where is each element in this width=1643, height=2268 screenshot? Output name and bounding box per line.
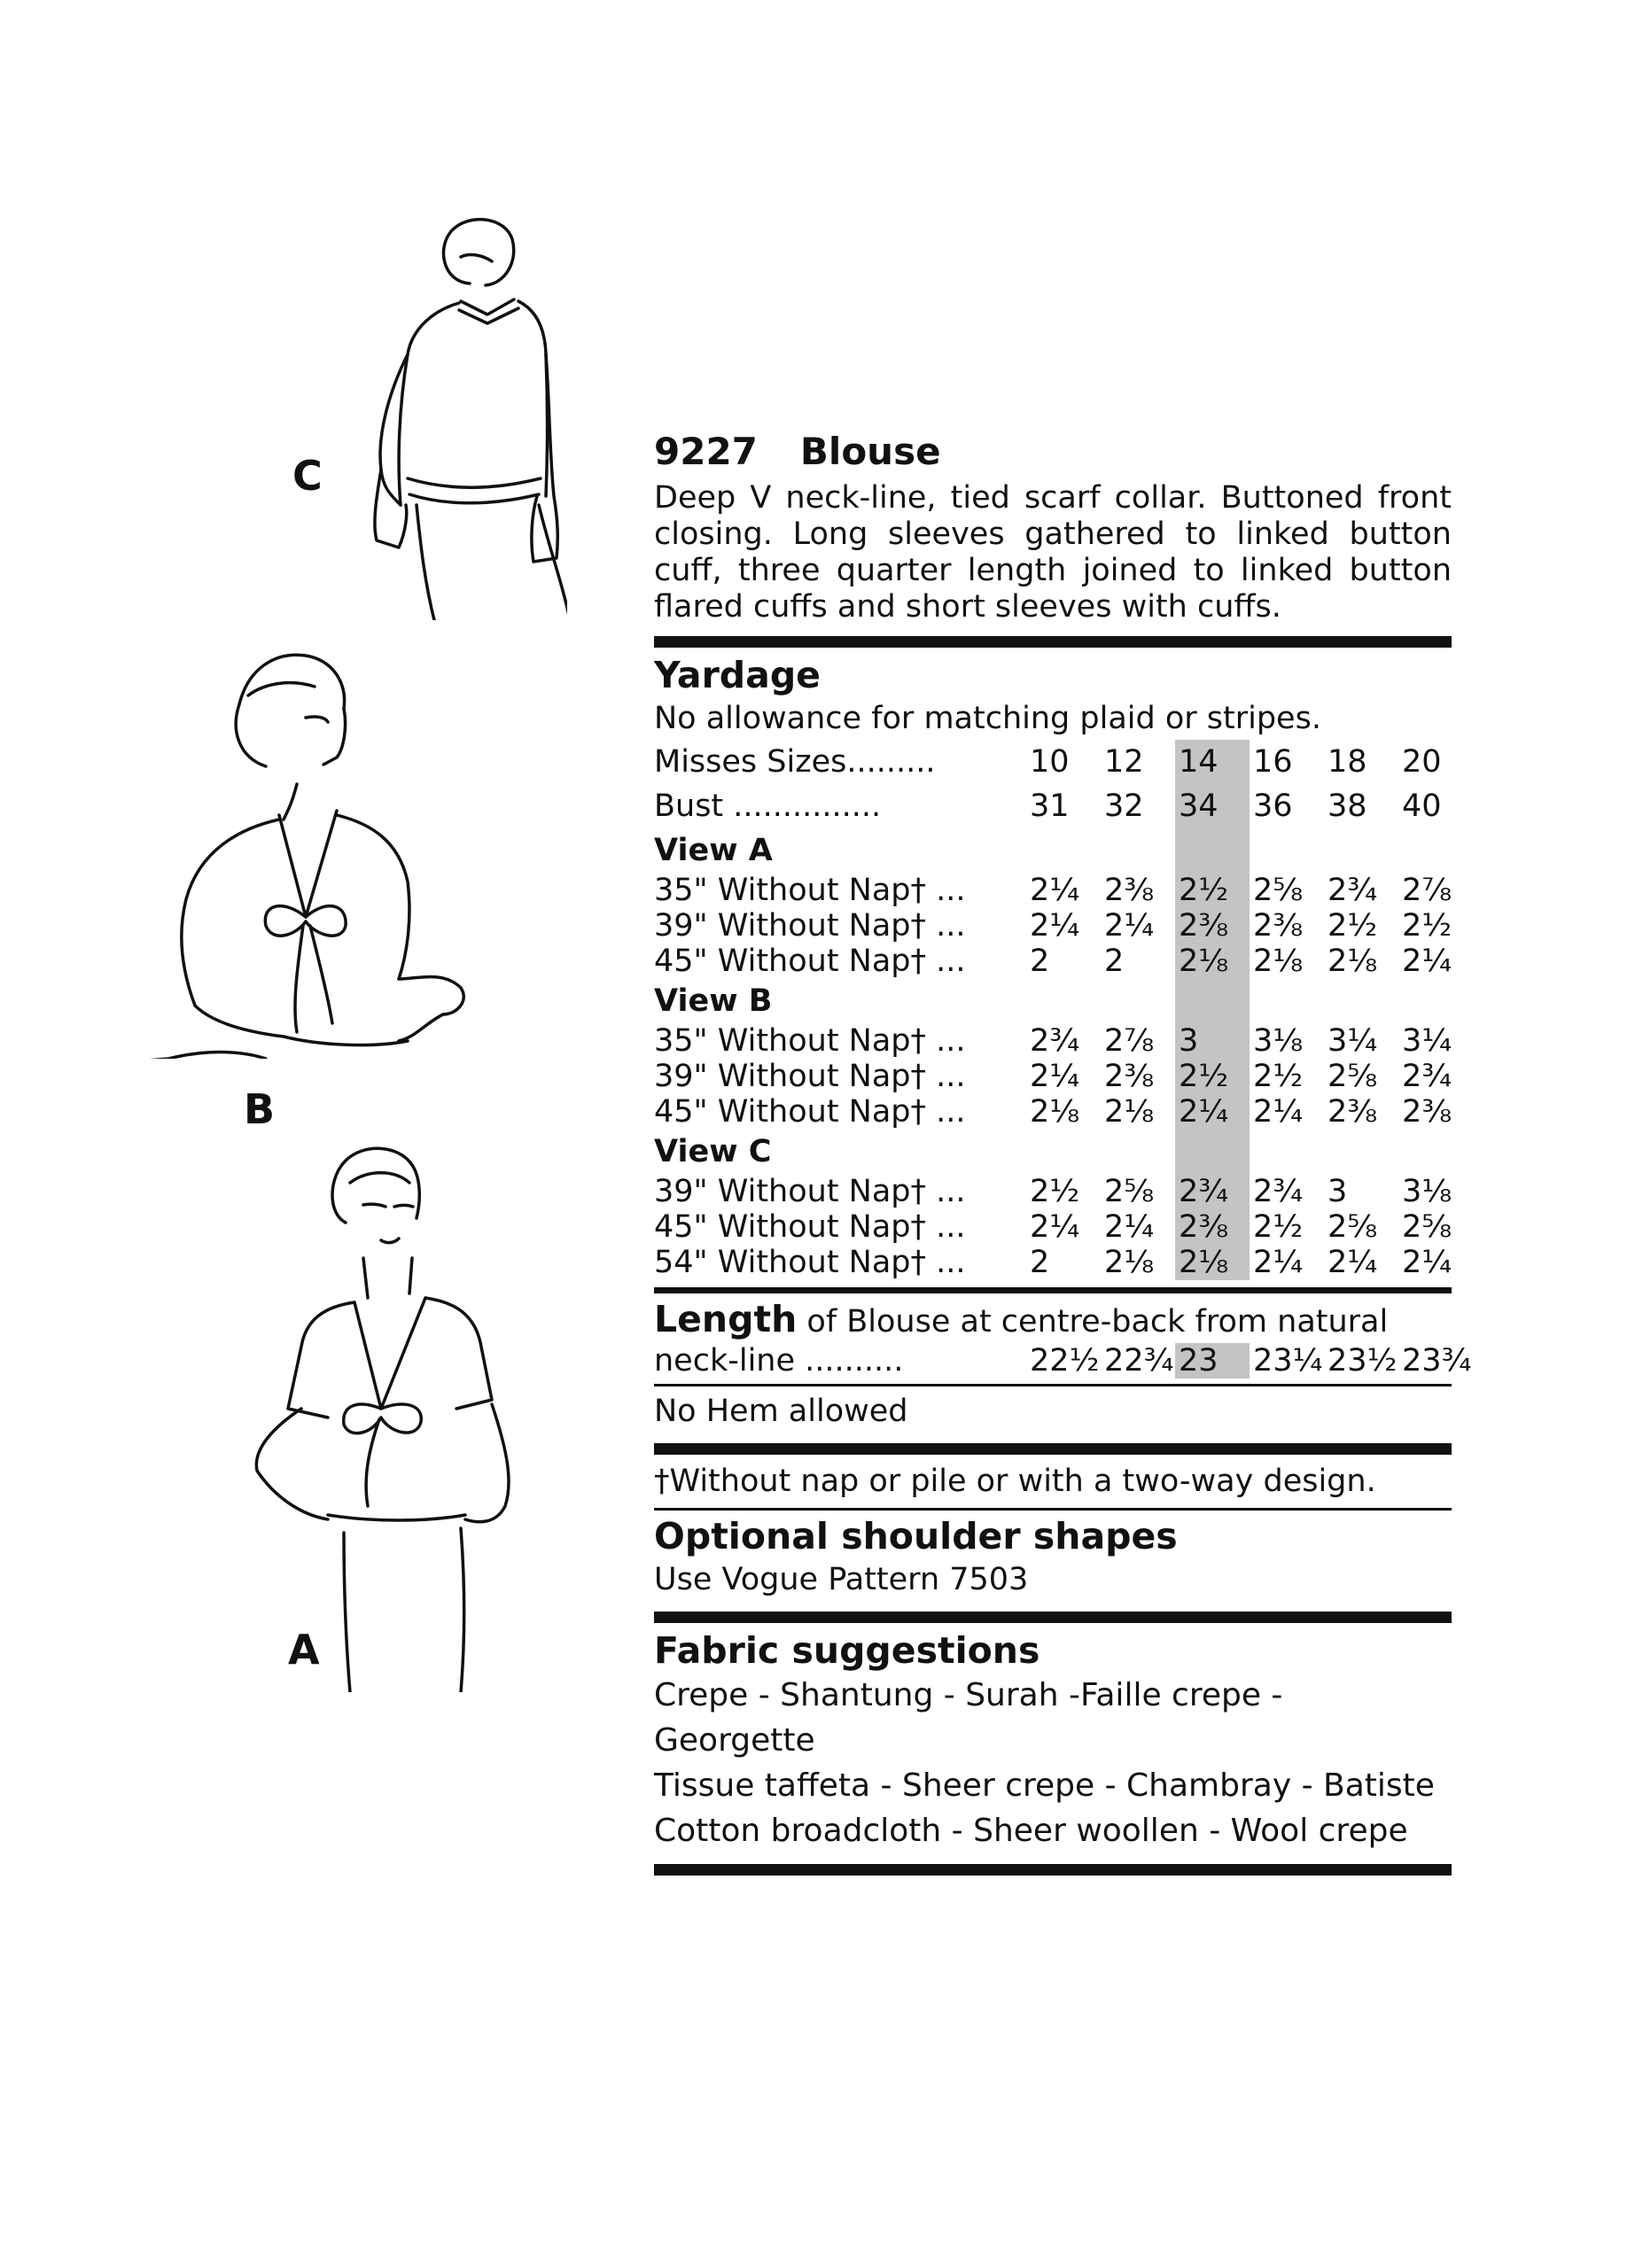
yardage-value: 3⅛ (1402, 1174, 1452, 1209)
row-label: 35" Without Nap† ... (654, 873, 966, 908)
divider (654, 636, 1452, 648)
yardage-value: 2¼ (1030, 908, 1080, 944)
yardage-row (654, 873, 1473, 908)
yardage-value: 2 (1104, 944, 1125, 979)
yardage-note: No allowance for matching plaid or stripes. (654, 701, 1321, 736)
yardage-value: 2¼ (1104, 1209, 1155, 1245)
length-table (654, 1343, 1473, 1379)
yardage-value: 2 (1030, 944, 1050, 979)
view-a-illustration (248, 1143, 514, 1692)
divider (654, 1287, 1452, 1293)
yardage-title: Yardage (654, 654, 821, 696)
spacer-cell (1175, 979, 1250, 1023)
spacer-cell (1250, 828, 1324, 873)
yardage-value: 2¼ (1104, 908, 1155, 944)
yardage-value: 2¾ (1253, 1174, 1304, 1209)
yardage-value: 2½ (1328, 908, 1378, 944)
yardage-value: 2⅞ (1104, 1023, 1155, 1059)
yardage-value: 2¼ (1402, 944, 1452, 979)
row-label: neck-line .......... (654, 1343, 904, 1379)
yardage-value: 2¼ (1030, 1059, 1080, 1094)
yardage-value: 2⅛ (1328, 944, 1378, 979)
yardage-value: 2¼ (1328, 1245, 1378, 1280)
spacer-cell (1175, 828, 1250, 873)
view-b-illustration (115, 633, 496, 1059)
yardage-value: 2½ (1175, 1059, 1250, 1094)
yardage-value: 2¾ (1402, 1059, 1452, 1094)
spacer-cell (1101, 828, 1175, 873)
yardage-value: 2¼ (1402, 1245, 1452, 1280)
spacer-cell (1101, 979, 1175, 1023)
spacer-cell (1398, 979, 1473, 1023)
spacer-cell (1324, 828, 1398, 873)
yardage-value: 2⅞ (1402, 873, 1452, 908)
yardage-value: 2⅛ (1104, 1094, 1155, 1130)
yardage-value: 3¼ (1402, 1023, 1452, 1059)
view-a-letter: A (288, 1626, 320, 1674)
yardage-value: 2⅝ (1328, 1059, 1378, 1094)
bust-row (654, 784, 1473, 828)
row-label: 39" Without Nap† ... (654, 908, 966, 944)
view-header-row (654, 828, 1473, 873)
view-title: View B (654, 983, 773, 1019)
yardage-value: 2¾ (1328, 873, 1378, 908)
yardage-value: 2¼ (1253, 1245, 1304, 1280)
yardage-value: 2½ (1253, 1209, 1304, 1245)
yardage-value: 2⅝ (1253, 873, 1304, 908)
spacer-cell (1398, 828, 1473, 873)
yardage-row (654, 1209, 1473, 1245)
yardage-value: 2⅜ (1104, 1059, 1155, 1094)
length-value: 23 (1175, 1343, 1250, 1379)
length-value: 23¾ (1402, 1343, 1472, 1379)
spacer-cell (1026, 1130, 1101, 1174)
yardage-value: 2⅝ (1328, 1209, 1378, 1245)
row-label: Misses Sizes......... (654, 744, 936, 780)
pattern-name: Blouse (799, 430, 941, 473)
yardage-value: 18 (1328, 744, 1367, 780)
yardage-value: 2⅛ (1253, 944, 1304, 979)
yardage-value: 10 (1030, 744, 1070, 780)
yardage-value: 34 (1175, 784, 1250, 828)
spacer-cell (1175, 1130, 1250, 1174)
yardage-row (654, 1174, 1473, 1209)
yardage-row (654, 1094, 1473, 1130)
pattern-details (654, 430, 1472, 1881)
yardage-value: 3 (1175, 1023, 1250, 1059)
yardage-value: 2¼ (1175, 1094, 1250, 1130)
yardage-value: 36 (1253, 788, 1293, 824)
spacer-cell (1026, 828, 1101, 873)
footnote: †Without nap or pile or with a two-way design. (654, 1464, 1376, 1499)
yardage-value: 2½ (1175, 873, 1250, 908)
length-value: 23¼ (1253, 1343, 1323, 1379)
sizes-row (654, 740, 1473, 784)
row-label: 45" Without Nap† ... (654, 944, 966, 979)
yardage-value: 3 (1328, 1174, 1348, 1209)
row-label: 35" Without Nap† ... (654, 1023, 966, 1059)
yardage-value: 2¾ (1175, 1174, 1250, 1209)
row-label: 54" Without Nap† ... (654, 1245, 966, 1280)
yardage-value: 31 (1030, 788, 1070, 824)
yardage-value: 14 (1175, 740, 1250, 784)
shoulder-title: Optional shoulder shapes (654, 1515, 1178, 1557)
view-c-letter: C (292, 452, 323, 500)
pattern-number: 9227 (654, 430, 758, 473)
divider (654, 1443, 1452, 1455)
view-b-letter: B (244, 1085, 276, 1133)
yardage-value: 20 (1402, 744, 1442, 780)
yardage-table (654, 740, 1473, 1280)
yardage-value: 2¼ (1253, 1094, 1304, 1130)
fabric-line: Cotton broadcloth - Sheer woollen - Wool crepe (654, 1813, 1408, 1849)
yardage-value: 2⅛ (1175, 1245, 1250, 1280)
yardage-value: 2¼ (1030, 873, 1080, 908)
spacer-cell (1250, 1130, 1324, 1174)
view-title: View A (654, 833, 773, 868)
length-value: 23½ (1328, 1343, 1398, 1379)
row-label: 45" Without Nap† ... (654, 1094, 966, 1130)
length-section (654, 1297, 1472, 1379)
spacer-cell (1250, 979, 1324, 1023)
yardage-row (654, 944, 1473, 979)
spacer-cell (1398, 1130, 1473, 1174)
yardage-value: 2⅜ (1175, 1209, 1250, 1245)
yardage-value: 2¼ (1030, 1209, 1080, 1245)
row-label: Bust ............... (654, 788, 882, 824)
length-text: of Blouse at centre-back from natural (806, 1304, 1389, 1340)
yardage-value: 2½ (1030, 1174, 1080, 1209)
pattern-description: Deep V neck-line, tied scarf collar. Buttoned front closing. Long sleeves gathered to linked button cuff, three quarter length joined to linked button flared cuffs and short sleeves with cuffs. (654, 480, 1452, 625)
yardage-value: 2⅜ (1175, 908, 1250, 944)
yardage-value: 16 (1253, 744, 1293, 780)
shoulder-text: Use Vogue Pattern 7503 (654, 1562, 1029, 1597)
yardage-value: 2½ (1253, 1059, 1304, 1094)
yardage-value: 32 (1104, 788, 1144, 824)
yardage-value: 2 (1030, 1245, 1050, 1280)
view-title: View C (654, 1134, 772, 1169)
yardage-value: 2⅜ (1328, 1094, 1378, 1130)
yardage-row (654, 1059, 1473, 1094)
yardage-value: 2⅜ (1402, 1094, 1452, 1130)
view-c-illustration (337, 213, 567, 620)
yardage-value: 40 (1402, 788, 1442, 824)
yardage-value: 2⅜ (1253, 908, 1304, 944)
yardage-value: 3¼ (1328, 1023, 1378, 1059)
yardage-value: 38 (1328, 788, 1367, 824)
yardage-value: 2½ (1402, 908, 1452, 944)
yardage-value: 3⅛ (1253, 1023, 1304, 1059)
yardage-row (654, 1023, 1473, 1059)
divider (654, 1384, 1452, 1386)
fabric-list (654, 1673, 1452, 1853)
row-label: 39" Without Nap† ... (654, 1174, 966, 1209)
yardage-value: 2⅜ (1104, 873, 1155, 908)
length-value: 22½ (1030, 1343, 1100, 1379)
length-value: 22¾ (1104, 1343, 1174, 1379)
length-title: Length (654, 1298, 798, 1340)
fabric-title: Fabric suggestions (654, 1629, 1040, 1672)
spacer-cell (1324, 1130, 1398, 1174)
row-label: 39" Without Nap† ... (654, 1059, 966, 1094)
yardage-value: 2⅝ (1104, 1174, 1155, 1209)
yardage-value: 2⅛ (1030, 1094, 1080, 1130)
yardage-value: 12 (1104, 744, 1144, 780)
row-label: 45" Without Nap† ... (654, 1209, 966, 1245)
spacer-cell (1026, 979, 1101, 1023)
yardage-row (654, 1245, 1473, 1280)
view-header-row (654, 1130, 1473, 1174)
yardage-row (654, 908, 1473, 944)
divider (654, 1612, 1452, 1623)
yardage-value: 2¾ (1030, 1023, 1080, 1059)
yardage-value: 2⅝ (1402, 1209, 1452, 1245)
spacer-cell (1101, 1130, 1175, 1174)
yardage-value: 2⅛ (1104, 1245, 1155, 1280)
divider (654, 1864, 1452, 1876)
length-row (654, 1343, 1473, 1379)
view-header-row (654, 979, 1473, 1023)
fabric-line: Tissue taffeta - Sheer crepe - Chambray - Batiste (654, 1767, 1435, 1804)
pattern-heading (654, 430, 1452, 473)
hem-note: No Hem allowed (654, 1394, 908, 1429)
divider (654, 1508, 1452, 1511)
yardage-value: 2⅛ (1175, 944, 1250, 979)
fabric-line: Crepe - Shantung - Surah -Faille crepe - Georgette (654, 1677, 1283, 1759)
spacer-cell (1324, 979, 1398, 1023)
